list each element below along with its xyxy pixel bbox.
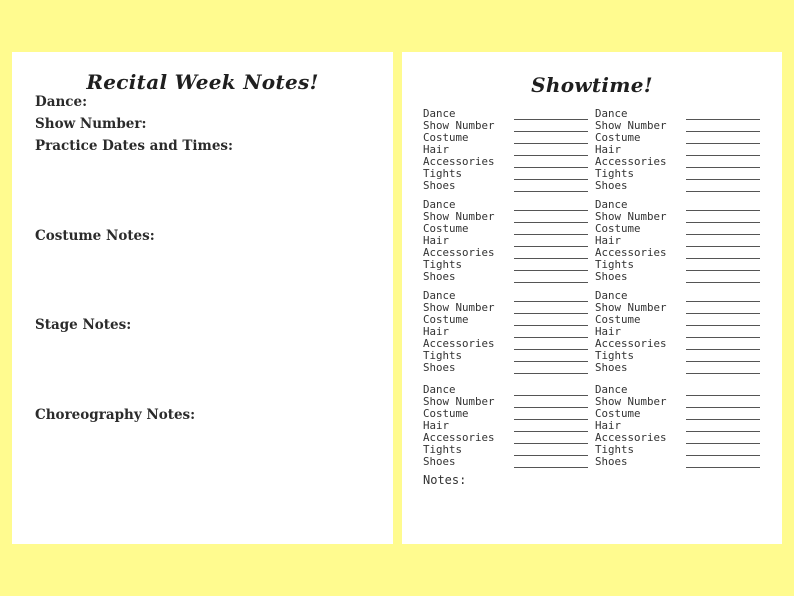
field-label: Dance <box>423 383 456 396</box>
field-label: Dance <box>595 289 628 302</box>
field-label: Hair <box>595 419 622 432</box>
field-label: Show Number <box>423 301 495 314</box>
field-label: Dance <box>423 289 456 302</box>
field-label: Dance <box>595 383 628 396</box>
field-label: Hair <box>595 143 622 156</box>
field-label: Accessories <box>423 337 495 350</box>
practice-dates-label: Practice Dates and Times: <box>35 138 234 154</box>
page-title: Recital Week Notes! <box>86 70 319 94</box>
show-number-label: Show Number: <box>35 116 147 132</box>
field-label: Show Number <box>423 210 495 223</box>
field-label: Shoes <box>595 179 628 192</box>
field-label: Shoes <box>595 455 628 468</box>
field-label: Tights <box>423 258 463 271</box>
field-label: Hair <box>595 325 622 338</box>
field-label: Tights <box>423 349 463 362</box>
field-label: Accessories <box>423 246 495 259</box>
field-label: Costume <box>595 222 641 235</box>
field-label: Tights <box>595 167 635 180</box>
field-label: Dance <box>595 198 628 211</box>
field-label: Show Number <box>595 119 667 132</box>
field-label: Shoes <box>423 270 456 283</box>
field-row <box>423 271 589 283</box>
stage-notes-label: Stage Notes: <box>35 317 132 333</box>
field-label: Costume <box>423 313 469 326</box>
field-label: Accessories <box>423 155 495 168</box>
show-entry-column <box>595 199 761 283</box>
field-label: Tights <box>595 443 635 456</box>
write-in-line[interactable] <box>514 373 588 374</box>
field-label: Costume <box>595 131 641 144</box>
show-entry-column <box>595 108 761 192</box>
write-in-line[interactable] <box>686 373 760 374</box>
field-label: Accessories <box>595 246 667 259</box>
field-label: Accessories <box>595 431 667 444</box>
field-label: Costume <box>595 313 641 326</box>
field-label: Accessories <box>595 155 667 168</box>
field-label: Hair <box>423 234 450 247</box>
field-row <box>595 456 761 468</box>
write-in-line[interactable] <box>686 282 760 283</box>
field-label: Show Number <box>595 395 667 408</box>
field-label: Show Number <box>423 119 495 132</box>
dance-label: Dance: <box>35 94 88 110</box>
field-row <box>595 271 761 283</box>
field-label: Shoes <box>423 179 456 192</box>
show-entry-column <box>595 290 761 374</box>
show-entry-column <box>423 199 589 283</box>
field-label: Hair <box>423 419 450 432</box>
field-row <box>423 362 589 374</box>
field-label: Show Number <box>595 301 667 314</box>
field-label: Shoes <box>595 270 628 283</box>
field-row <box>595 180 761 192</box>
page-title: Showtime! <box>531 73 653 97</box>
field-label: Shoes <box>423 361 456 374</box>
field-label: Accessories <box>423 431 495 444</box>
field-label: Costume <box>423 131 469 144</box>
write-in-line[interactable] <box>514 191 588 192</box>
field-row <box>595 362 761 374</box>
field-label: Costume <box>423 222 469 235</box>
field-label: Tights <box>595 349 635 362</box>
choreography-notes-label: Choreography Notes: <box>35 407 196 423</box>
field-label: Dance <box>423 107 456 120</box>
field-row <box>423 180 589 192</box>
field-label: Hair <box>423 325 450 338</box>
field-label: Costume <box>595 407 641 420</box>
field-label: Show Number <box>423 395 495 408</box>
field-label: Shoes <box>423 455 456 468</box>
field-label: Show Number <box>595 210 667 223</box>
showtime-page <box>402 52 782 544</box>
field-label: Tights <box>423 443 463 456</box>
show-entry-column <box>423 290 589 374</box>
field-label: Shoes <box>595 361 628 374</box>
field-label: Hair <box>595 234 622 247</box>
notes-label: Notes: <box>423 473 467 487</box>
field-label: Dance <box>595 107 628 120</box>
field-label: Tights <box>423 167 463 180</box>
field-row <box>423 456 589 468</box>
show-entry-column <box>423 384 589 468</box>
field-label: Costume <box>423 407 469 420</box>
field-label: Dance <box>423 198 456 211</box>
write-in-line[interactable] <box>686 467 760 468</box>
show-entry-column <box>595 384 761 468</box>
recital-week-notes-page <box>12 52 393 544</box>
write-in-line[interactable] <box>686 191 760 192</box>
show-entry-column <box>423 108 589 192</box>
field-label: Accessories <box>595 337 667 350</box>
write-in-line[interactable] <box>514 282 588 283</box>
costume-notes-label: Costume Notes: <box>35 228 155 244</box>
field-label: Hair <box>423 143 450 156</box>
write-in-line[interactable] <box>514 467 588 468</box>
field-label: Tights <box>595 258 635 271</box>
